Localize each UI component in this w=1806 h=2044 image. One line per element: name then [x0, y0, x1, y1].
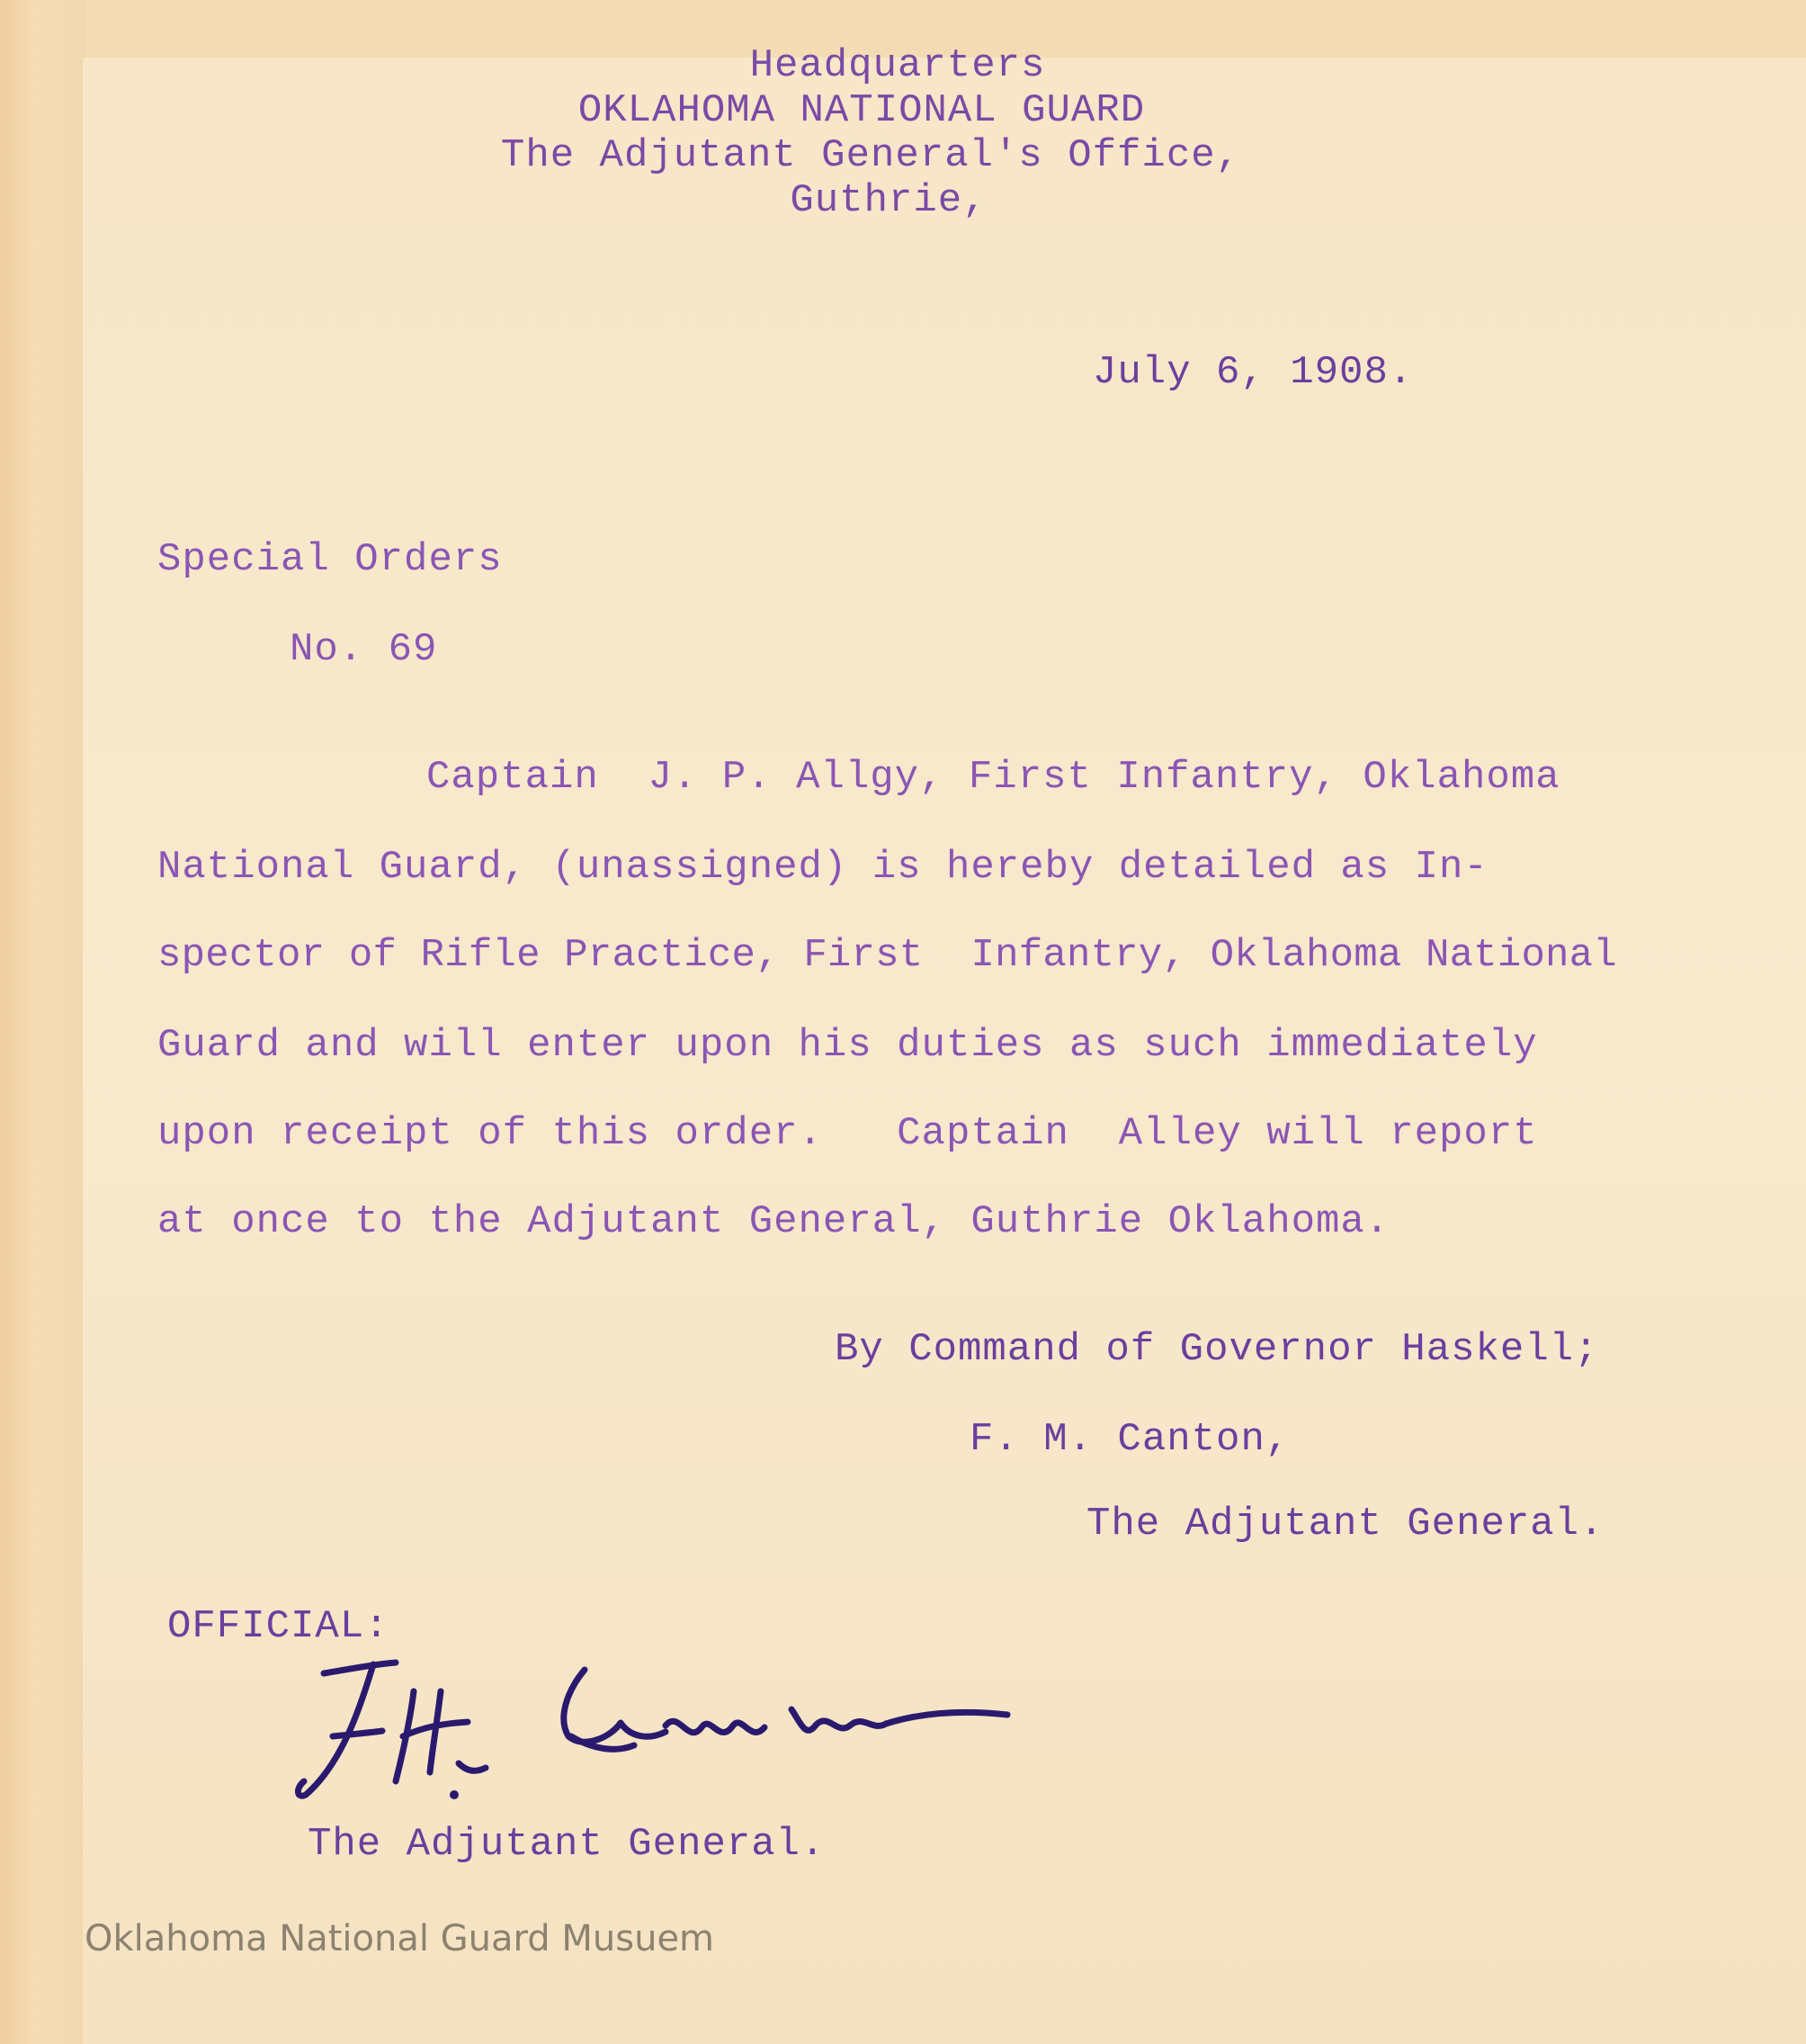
- command-line: By Command of Governor Haskell;: [835, 1327, 1599, 1372]
- signer-title: The Adjutant General.: [1086, 1502, 1605, 1546]
- letterhead-headquarters: Headquarters: [749, 43, 1046, 88]
- letterhead-office: The Adjutant General's Office,: [500, 133, 1241, 178]
- body-line-3: spector of Rifle Practice, First Infantry, Oklahoma National: [157, 933, 1617, 978]
- museum-watermark: Oklahoma National Guard Musuem: [85, 1918, 715, 1959]
- body-line-4: Guard and will enter upon his duties as such immediately: [157, 1023, 1538, 1068]
- order-number: No. 69: [290, 627, 438, 672]
- signer-name: F. M. Canton,: [970, 1417, 1291, 1462]
- letterhead-city: Guthrie,: [790, 178, 988, 223]
- body-line-2: National Guard, (unassigned) is hereby detailed as In-: [157, 845, 1489, 890]
- letterhead-organization: OKLAHOMA NATIONAL GUARD: [577, 88, 1146, 133]
- handwritten-signature: [288, 1637, 1034, 1817]
- official-label: OFFICIAL:: [167, 1604, 389, 1649]
- body-line-6: at once to the Adjutant General, Guthrie Oklahoma.: [157, 1199, 1390, 1244]
- paper-edge-left: [0, 0, 85, 2044]
- letter-date: July 6, 1908.: [1093, 350, 1414, 395]
- order-title: Special Orders: [157, 537, 503, 582]
- official-title: The Adjutant General.: [308, 1822, 826, 1867]
- body-line-5: upon receipt of this order. Captain Alley will report: [157, 1111, 1538, 1156]
- body-line-1: Captain J. P. Allgy, First Infantry, Oklahoma: [426, 755, 1560, 800]
